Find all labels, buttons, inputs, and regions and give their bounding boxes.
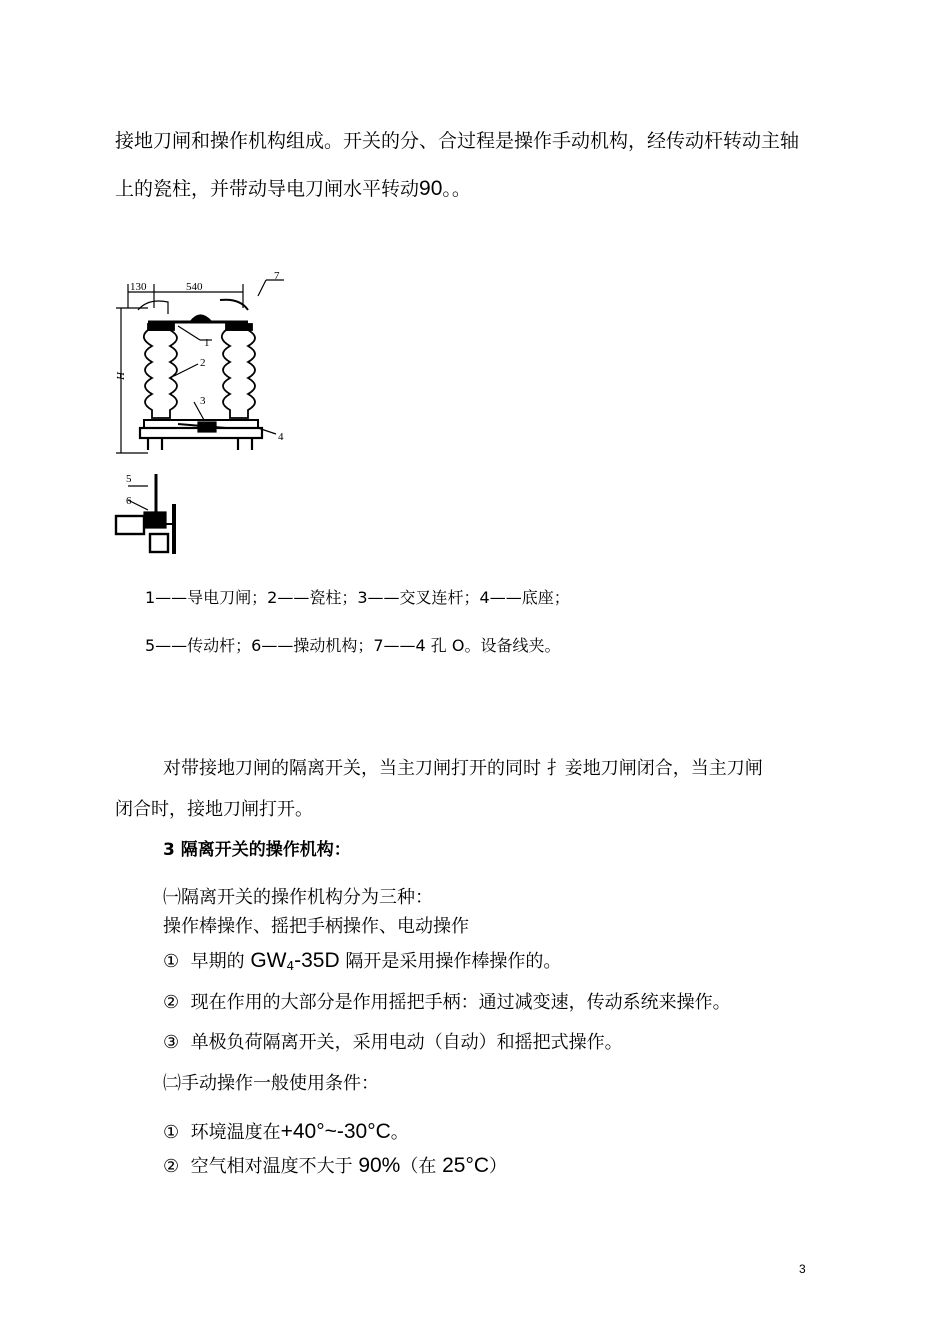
item-text: 单极负荷隔离开关，采用电动（自动）和摇把式操作。 xyxy=(190,1032,623,1053)
item-marker: ① xyxy=(163,1122,180,1143)
item-text-post: 。 xyxy=(390,1122,409,1143)
dimension-540: 540 xyxy=(186,281,203,293)
paragraph-1-line-2-suffix: 。。 xyxy=(442,178,471,200)
dimension-h: H xyxy=(115,372,127,380)
section-2-title: ㈡手动操作一般使用条件： xyxy=(163,1073,379,1094)
paragraph-2-line-2: 闭合时，接地刀闸打开。 xyxy=(115,799,313,820)
section-1-item-2 xyxy=(163,988,731,1014)
operation-types: 操作棒操作、摇把手柄操作、电动操作 xyxy=(163,916,469,937)
section-1-item-1 xyxy=(163,947,561,973)
item-text-post: 隔开是采用操作棒操作的。 xyxy=(339,951,562,972)
item-marker: ③ xyxy=(163,1032,180,1053)
reference-temperature: 25°C xyxy=(442,1154,490,1177)
item-text-pre: 环境温度在 xyxy=(190,1122,281,1143)
item-marker: ① xyxy=(163,951,180,972)
figure-label-4: 4 xyxy=(278,431,284,443)
item-text-mid: （在 xyxy=(400,1156,443,1177)
paragraph-1-line-1: 接地刀闸和操作机构组成。开关的分、合过程是操作手动机构，经传动杆转动主轴 xyxy=(115,130,800,152)
figure-legend-line-2: 5——传动杆；6——操动机构；7——4 孔 O。设备线夹。 xyxy=(145,636,561,655)
figure-label-3: 3 xyxy=(200,395,206,407)
item-text-post: ） xyxy=(489,1156,508,1177)
section-1-item-3 xyxy=(163,1028,623,1054)
section-1-title: ㈠隔离开关的操作机构分为三种： xyxy=(163,887,433,908)
paragraph-2-line-1: 对带接地刀闸的隔离开关，当主刀闸打开的同时 扌妾地刀闸闭合，当主刀闸 xyxy=(163,758,763,779)
item-text: 现在作用的大部分是作用摇把手柄：通过减变速，传动系统来操作。 xyxy=(190,992,731,1013)
page-number: 3 xyxy=(799,1262,806,1276)
item-text-pre: 空气相对温度不大于 xyxy=(190,1156,359,1177)
section-heading-3: 3 隔离开关的操作机构： xyxy=(163,840,351,860)
model-name: GW xyxy=(250,949,287,972)
item-text-pre: 早期的 xyxy=(190,951,251,972)
isolator-switch-figure xyxy=(108,268,308,558)
section-2-item-1 xyxy=(163,1118,409,1144)
model-subscript: 4 xyxy=(286,959,295,973)
figure-label-1: 1 xyxy=(204,337,210,349)
figure-label-7: 7 xyxy=(274,270,280,282)
item-marker: ② xyxy=(163,1156,180,1177)
figure-legend-line-1: 1——导电刀闸；2——瓷柱；3——交叉连杆；4——底座； xyxy=(145,588,570,607)
figure-label-2: 2 xyxy=(200,357,206,369)
humidity-value: 90% xyxy=(358,1154,401,1177)
figure-label-5: 5 xyxy=(126,473,132,485)
item-marker: ② xyxy=(163,992,180,1013)
paragraph-1-line-2-text: 上的瓷柱，并带动导电刀闸水平转动 xyxy=(115,178,420,200)
rotation-angle: 90 xyxy=(419,177,443,200)
temperature-range: +40°~-30°C xyxy=(280,1120,391,1143)
figure-label-6: 6 xyxy=(126,495,132,507)
paragraph-1-line-2 xyxy=(115,174,471,201)
section-2-item-2 xyxy=(163,1152,507,1178)
model-suffix: -35D xyxy=(294,949,340,972)
dimension-130: 130 xyxy=(130,281,147,293)
